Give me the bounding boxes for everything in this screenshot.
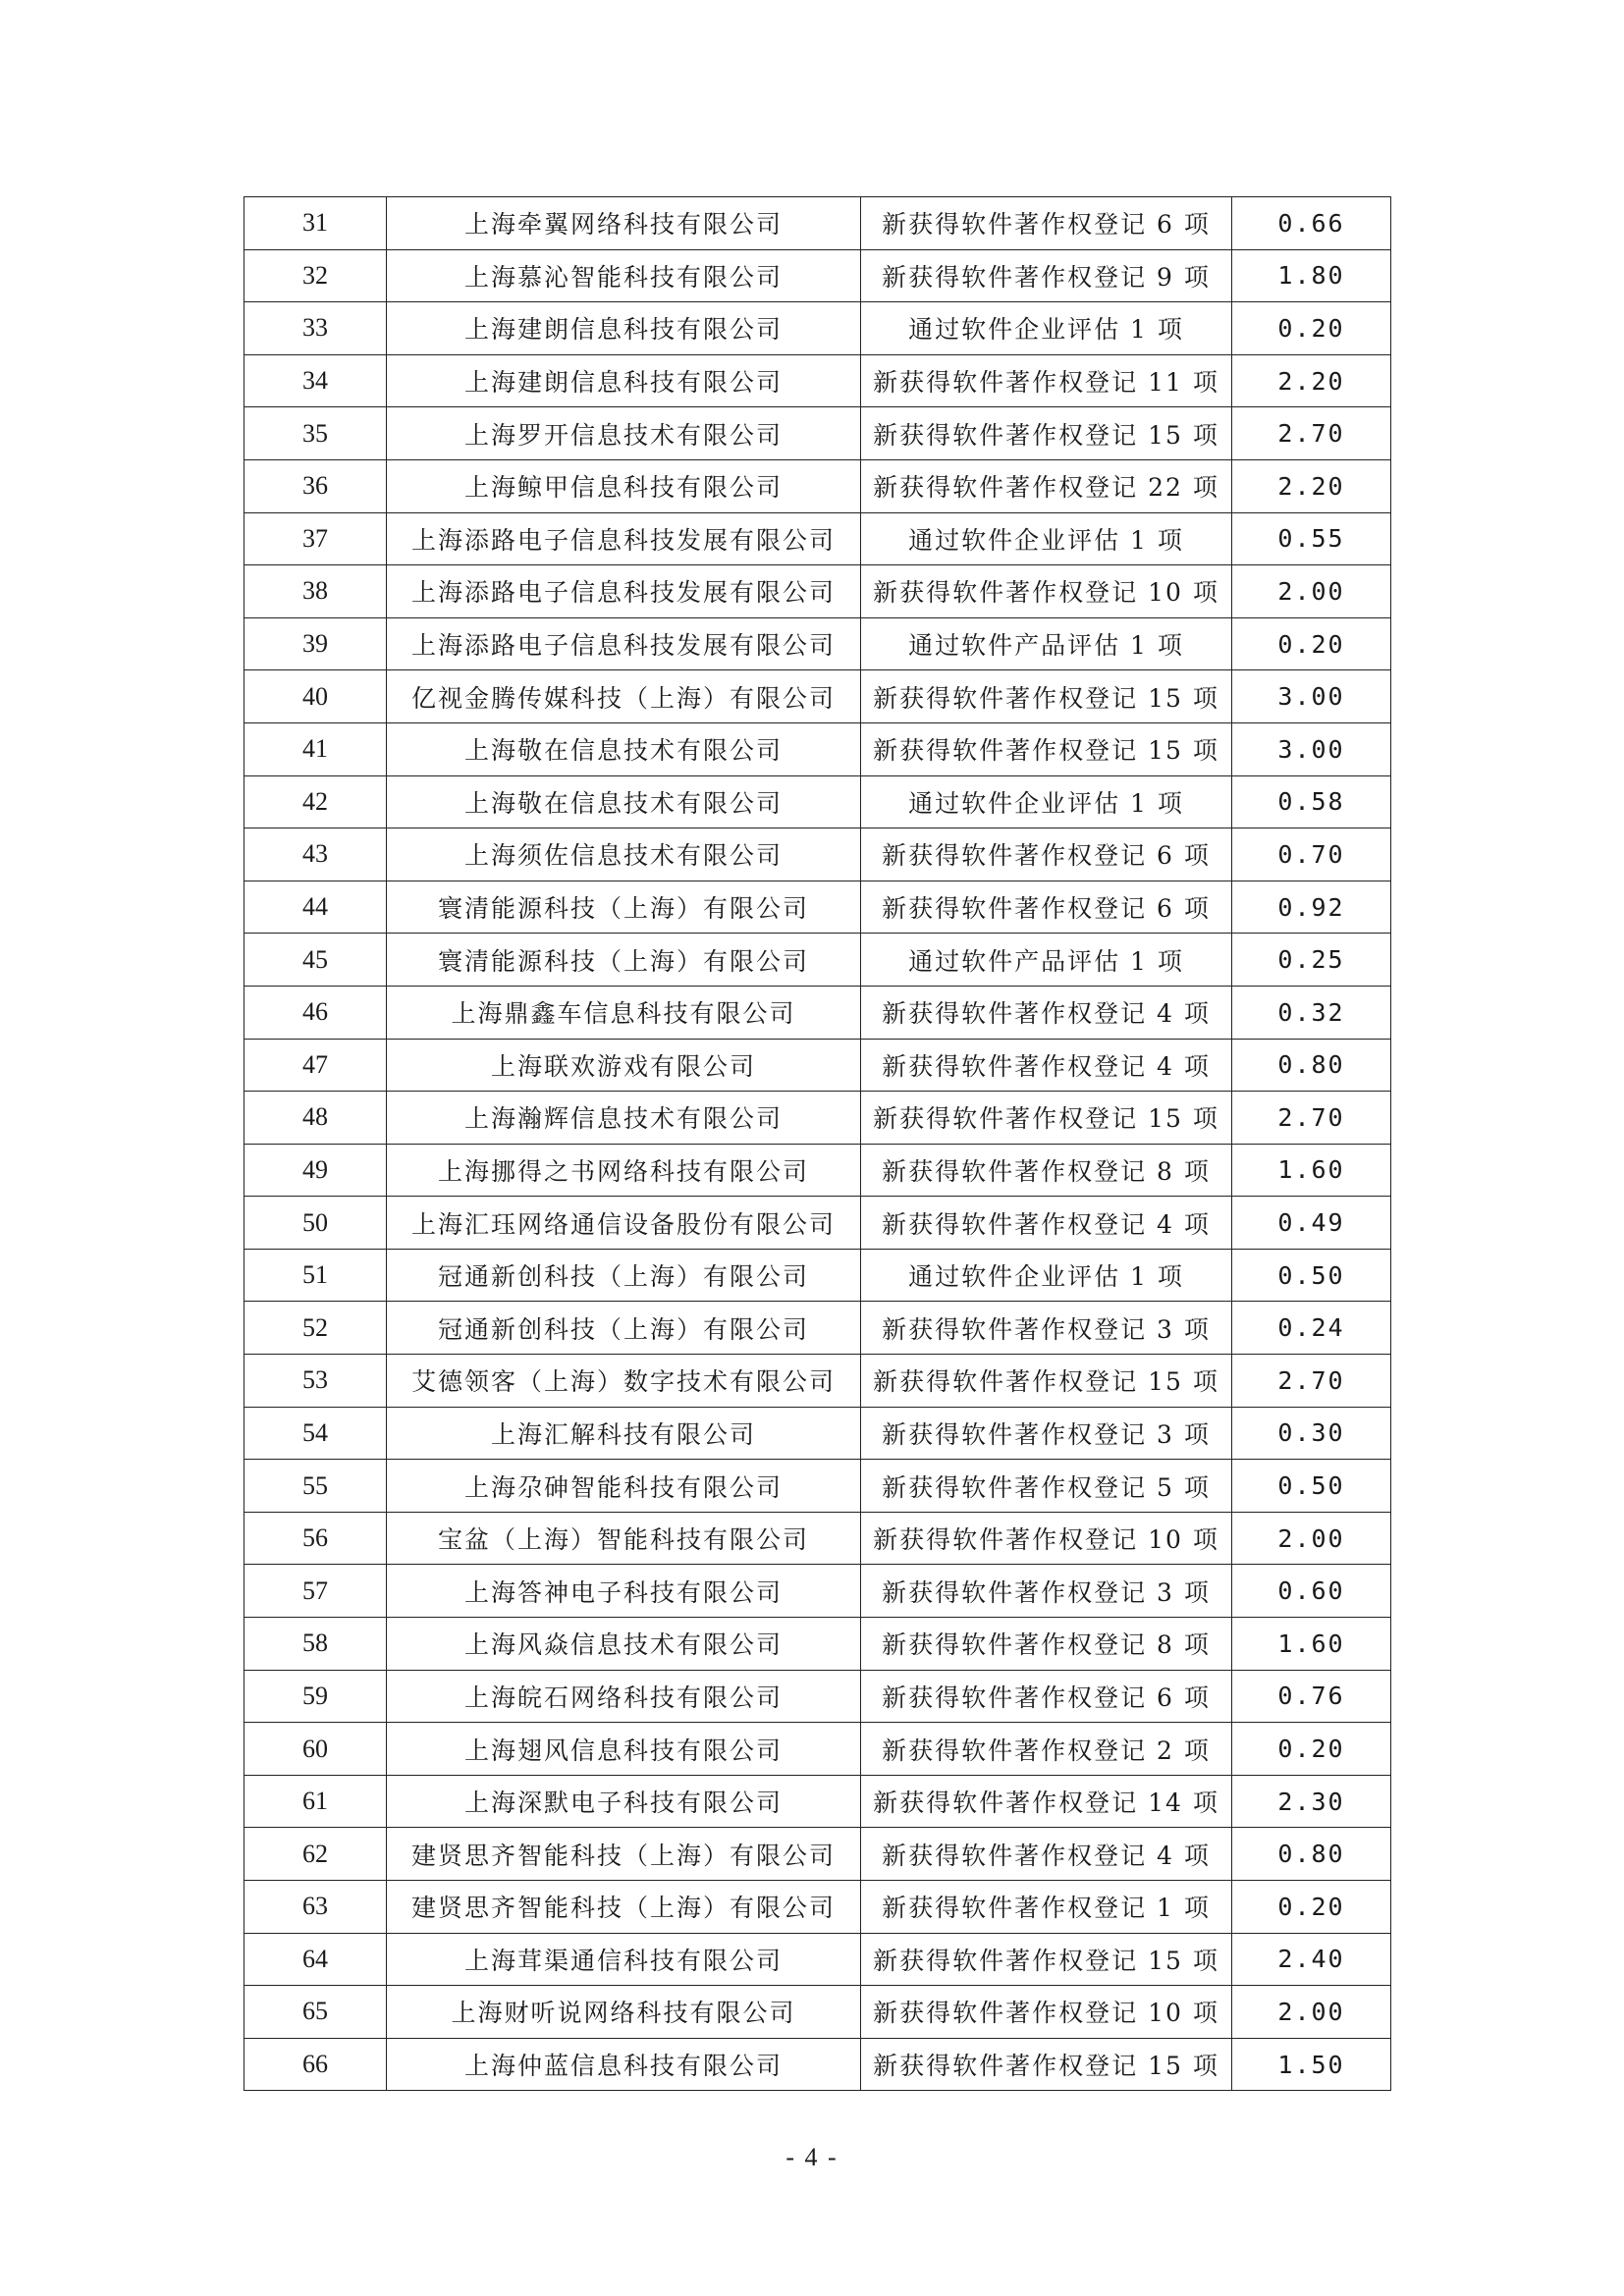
company-name-cell: 上海皖石网络科技有限公司 bbox=[387, 1670, 861, 1723]
item-description-cell: 新获得软件著作权登记 15 项 bbox=[861, 1092, 1232, 1145]
table-row bbox=[244, 1933, 1391, 1986]
amount-cell: 0.30 bbox=[1232, 1407, 1391, 1460]
table-row bbox=[244, 1881, 1391, 1934]
row-number-cell: 52 bbox=[244, 1302, 387, 1355]
company-name-cell: 上海建朗信息科技有限公司 bbox=[387, 354, 861, 407]
row-number-cell: 62 bbox=[244, 1828, 387, 1881]
table-row bbox=[244, 1355, 1391, 1408]
item-description-cell: 新获得软件著作权登记 15 项 bbox=[861, 670, 1232, 723]
row-number-cell: 34 bbox=[244, 354, 387, 407]
row-number-cell: 55 bbox=[244, 1460, 387, 1513]
amount-cell: 0.32 bbox=[1232, 986, 1391, 1039]
amount-cell: 0.20 bbox=[1232, 617, 1391, 670]
amount-cell: 0.20 bbox=[1232, 302, 1391, 355]
table-row bbox=[244, 670, 1391, 723]
row-number-cell: 63 bbox=[244, 1881, 387, 1934]
row-number-cell: 46 bbox=[244, 986, 387, 1039]
amount-cell: 3.00 bbox=[1232, 670, 1391, 723]
item-description-cell: 新获得软件著作权登记 15 项 bbox=[861, 2038, 1232, 2091]
item-description-cell: 新获得软件著作权登记 4 项 bbox=[861, 1197, 1232, 1250]
item-description-cell: 新获得软件著作权登记 22 项 bbox=[861, 459, 1232, 512]
table-row bbox=[244, 565, 1391, 618]
row-number-cell: 43 bbox=[244, 828, 387, 881]
amount-cell: 1.60 bbox=[1232, 1618, 1391, 1671]
item-description-cell: 新获得软件著作权登记 10 项 bbox=[861, 1986, 1232, 2039]
table-row bbox=[244, 512, 1391, 565]
item-description-cell: 新获得软件著作权登记 3 项 bbox=[861, 1565, 1232, 1618]
amount-cell: 2.70 bbox=[1232, 1355, 1391, 1408]
amount-cell: 0.80 bbox=[1232, 1828, 1391, 1881]
table-row bbox=[244, 881, 1391, 934]
item-description-cell: 通过软件产品评估 1 项 bbox=[861, 934, 1232, 987]
company-name-cell: 上海汇珏网络通信设备股份有限公司 bbox=[387, 1197, 861, 1250]
page-number: - 4 - bbox=[785, 2143, 839, 2171]
table-row bbox=[244, 1460, 1391, 1513]
amount-cell: 0.80 bbox=[1232, 1039, 1391, 1092]
row-number-cell: 44 bbox=[244, 881, 387, 934]
table-row bbox=[244, 828, 1391, 881]
company-name-cell: 上海仲蓝信息科技有限公司 bbox=[387, 2038, 861, 2091]
amount-cell: 0.20 bbox=[1232, 1723, 1391, 1776]
table-row bbox=[244, 354, 1391, 407]
item-description-cell: 新获得软件著作权登记 4 项 bbox=[861, 1039, 1232, 1092]
table-row bbox=[244, 1249, 1391, 1302]
company-name-cell: 上海添路电子信息科技发展有限公司 bbox=[387, 565, 861, 618]
row-number-cell: 37 bbox=[244, 512, 387, 565]
company-name-cell: 上海翅风信息科技有限公司 bbox=[387, 1723, 861, 1776]
row-number-cell: 31 bbox=[244, 197, 387, 250]
row-number-cell: 33 bbox=[244, 302, 387, 355]
amount-cell: 2.40 bbox=[1232, 1933, 1391, 1986]
row-number-cell: 36 bbox=[244, 459, 387, 512]
table-row bbox=[244, 197, 1391, 250]
amount-cell: 0.55 bbox=[1232, 512, 1391, 565]
amount-cell: 0.58 bbox=[1232, 775, 1391, 828]
amount-cell: 1.60 bbox=[1232, 1144, 1391, 1197]
item-description-cell: 新获得软件著作权登记 4 项 bbox=[861, 1828, 1232, 1881]
table-row bbox=[244, 1197, 1391, 1250]
table-row bbox=[244, 1039, 1391, 1092]
amount-cell: 2.00 bbox=[1232, 1986, 1391, 2039]
item-description-cell: 新获得软件著作权登记 15 项 bbox=[861, 407, 1232, 460]
amount-cell: 0.76 bbox=[1232, 1670, 1391, 1723]
company-name-cell: 建贤思齐智能科技（上海）有限公司 bbox=[387, 1828, 861, 1881]
company-name-cell: 艾德领客（上海）数字技术有限公司 bbox=[387, 1355, 861, 1408]
amount-cell: 0.70 bbox=[1232, 828, 1391, 881]
company-name-cell: 建贤思齐智能科技（上海）有限公司 bbox=[387, 1881, 861, 1934]
row-number-cell: 38 bbox=[244, 565, 387, 618]
item-description-cell: 新获得软件著作权登记 3 项 bbox=[861, 1407, 1232, 1460]
item-description-cell: 通过软件企业评估 1 项 bbox=[861, 1249, 1232, 1302]
item-description-cell: 新获得软件著作权登记 6 项 bbox=[861, 828, 1232, 881]
company-name-cell: 上海挪得之书网络科技有限公司 bbox=[387, 1144, 861, 1197]
row-number-cell: 60 bbox=[244, 1723, 387, 1776]
table-row bbox=[244, 302, 1391, 355]
row-number-cell: 51 bbox=[244, 1249, 387, 1302]
item-description-cell: 新获得软件著作权登记 11 项 bbox=[861, 354, 1232, 407]
item-description-cell: 新获得软件著作权登记 14 项 bbox=[861, 1775, 1232, 1828]
amount-cell: 1.50 bbox=[1232, 2038, 1391, 2091]
amount-cell: 0.92 bbox=[1232, 881, 1391, 934]
row-number-cell: 61 bbox=[244, 1775, 387, 1828]
row-number-cell: 53 bbox=[244, 1355, 387, 1408]
item-description-cell: 新获得软件著作权登记 15 项 bbox=[861, 1933, 1232, 1986]
amount-cell: 2.20 bbox=[1232, 354, 1391, 407]
company-name-cell: 上海汇解科技有限公司 bbox=[387, 1407, 861, 1460]
table-row bbox=[244, 986, 1391, 1039]
item-description-cell: 新获得软件著作权登记 6 项 bbox=[861, 197, 1232, 250]
table-row bbox=[244, 1092, 1391, 1145]
item-description-cell: 新获得软件著作权登记 10 项 bbox=[861, 1512, 1232, 1565]
item-description-cell: 通过软件企业评估 1 项 bbox=[861, 775, 1232, 828]
amount-cell: 2.70 bbox=[1232, 1092, 1391, 1145]
table-row bbox=[244, 249, 1391, 302]
item-description-cell: 新获得软件著作权登记 15 项 bbox=[861, 722, 1232, 775]
company-name-cell: 上海风焱信息技术有限公司 bbox=[387, 1618, 861, 1671]
company-name-cell: 上海建朗信息科技有限公司 bbox=[387, 302, 861, 355]
amount-cell: 2.70 bbox=[1232, 407, 1391, 460]
company-name-cell: 上海鲸甲信息科技有限公司 bbox=[387, 459, 861, 512]
table-row bbox=[244, 775, 1391, 828]
table-row bbox=[244, 934, 1391, 987]
item-description-cell: 新获得软件著作权登记 8 项 bbox=[861, 1618, 1232, 1671]
company-name-cell: 上海尕砷智能科技有限公司 bbox=[387, 1460, 861, 1513]
table-row bbox=[244, 1512, 1391, 1565]
item-description-cell: 新获得软件著作权登记 4 项 bbox=[861, 986, 1232, 1039]
amount-cell: 0.60 bbox=[1232, 1565, 1391, 1618]
item-description-cell: 新获得软件著作权登记 8 项 bbox=[861, 1144, 1232, 1197]
item-description-cell: 新获得软件著作权登记 1 项 bbox=[861, 1881, 1232, 1934]
table-row bbox=[244, 1144, 1391, 1197]
row-number-cell: 50 bbox=[244, 1197, 387, 1250]
item-description-cell: 新获得软件著作权登记 3 项 bbox=[861, 1302, 1232, 1355]
company-name-cell: 上海敬在信息技术有限公司 bbox=[387, 775, 861, 828]
item-description-cell: 新获得软件著作权登记 9 项 bbox=[861, 249, 1232, 302]
company-name-cell: 上海牵翼网络科技有限公司 bbox=[387, 197, 861, 250]
row-number-cell: 59 bbox=[244, 1670, 387, 1723]
company-name-cell: 上海鼎鑫车信息科技有限公司 bbox=[387, 986, 861, 1039]
amount-cell: 2.00 bbox=[1232, 565, 1391, 618]
company-name-cell: 上海联欢游戏有限公司 bbox=[387, 1039, 861, 1092]
table-row bbox=[244, 459, 1391, 512]
item-description-cell: 新获得软件著作权登记 10 项 bbox=[861, 565, 1232, 618]
item-description-cell: 通过软件企业评估 1 项 bbox=[861, 302, 1232, 355]
amount-cell: 1.80 bbox=[1232, 249, 1391, 302]
row-number-cell: 39 bbox=[244, 617, 387, 670]
table-row bbox=[244, 1618, 1391, 1671]
amount-cell: 0.20 bbox=[1232, 1881, 1391, 1934]
item-description-cell: 通过软件产品评估 1 项 bbox=[861, 617, 1232, 670]
table-row bbox=[244, 2038, 1391, 2091]
company-name-cell: 上海财听说网络科技有限公司 bbox=[387, 1986, 861, 2039]
company-name-cell: 上海瀚辉信息技术有限公司 bbox=[387, 1092, 861, 1145]
amount-cell: 3.00 bbox=[1232, 722, 1391, 775]
company-name-cell: 上海敬在信息技术有限公司 bbox=[387, 722, 861, 775]
row-number-cell: 57 bbox=[244, 1565, 387, 1618]
row-number-cell: 64 bbox=[244, 1933, 387, 1986]
company-name-cell: 冠通新创科技（上海）有限公司 bbox=[387, 1302, 861, 1355]
row-number-cell: 58 bbox=[244, 1618, 387, 1671]
amount-cell: 2.00 bbox=[1232, 1512, 1391, 1565]
company-name-cell: 寰清能源科技（上海）有限公司 bbox=[387, 881, 861, 934]
table-row bbox=[244, 1407, 1391, 1460]
table-row bbox=[244, 1670, 1391, 1723]
company-name-cell: 寰清能源科技（上海）有限公司 bbox=[387, 934, 861, 987]
row-number-cell: 32 bbox=[244, 249, 387, 302]
row-number-cell: 48 bbox=[244, 1092, 387, 1145]
row-number-cell: 66 bbox=[244, 2038, 387, 2091]
company-name-cell: 宝盆（上海）智能科技有限公司 bbox=[387, 1512, 861, 1565]
item-description-cell: 新获得软件著作权登记 15 项 bbox=[861, 1355, 1232, 1408]
table-row bbox=[244, 617, 1391, 670]
company-name-cell: 上海深默电子科技有限公司 bbox=[387, 1775, 861, 1828]
company-name-cell: 上海须佐信息技术有限公司 bbox=[387, 828, 861, 881]
amount-cell: 2.20 bbox=[1232, 459, 1391, 512]
table-body bbox=[244, 197, 1391, 2091]
amount-cell: 0.66 bbox=[1232, 197, 1391, 250]
item-description-cell: 通过软件企业评估 1 项 bbox=[861, 512, 1232, 565]
company-name-cell: 上海慕沁智能科技有限公司 bbox=[387, 249, 861, 302]
company-name-cell: 上海添路电子信息科技发展有限公司 bbox=[387, 617, 861, 670]
funding-table bbox=[244, 196, 1391, 2091]
company-name-cell: 上海答神电子科技有限公司 bbox=[387, 1565, 861, 1618]
company-name-cell: 冠通新创科技（上海）有限公司 bbox=[387, 1249, 861, 1302]
table-row bbox=[244, 1565, 1391, 1618]
row-number-cell: 54 bbox=[244, 1407, 387, 1460]
row-number-cell: 56 bbox=[244, 1512, 387, 1565]
amount-cell: 0.50 bbox=[1232, 1460, 1391, 1513]
row-number-cell: 49 bbox=[244, 1144, 387, 1197]
row-number-cell: 42 bbox=[244, 775, 387, 828]
row-number-cell: 40 bbox=[244, 670, 387, 723]
company-name-cell: 上海添路电子信息科技发展有限公司 bbox=[387, 512, 861, 565]
amount-cell: 0.50 bbox=[1232, 1249, 1391, 1302]
amount-cell: 0.25 bbox=[1232, 934, 1391, 987]
row-number-cell: 47 bbox=[244, 1039, 387, 1092]
table-row bbox=[244, 1302, 1391, 1355]
table-row bbox=[244, 1723, 1391, 1776]
item-description-cell: 新获得软件著作权登记 2 项 bbox=[861, 1723, 1232, 1776]
table-row bbox=[244, 1828, 1391, 1881]
row-number-cell: 45 bbox=[244, 934, 387, 987]
table-row bbox=[244, 407, 1391, 460]
row-number-cell: 41 bbox=[244, 722, 387, 775]
amount-cell: 2.30 bbox=[1232, 1775, 1391, 1828]
amount-cell: 0.49 bbox=[1232, 1197, 1391, 1250]
table-row bbox=[244, 722, 1391, 775]
company-name-cell: 上海罗开信息技术有限公司 bbox=[387, 407, 861, 460]
item-description-cell: 新获得软件著作权登记 5 项 bbox=[861, 1460, 1232, 1513]
amount-cell: 0.24 bbox=[1232, 1302, 1391, 1355]
table-row bbox=[244, 1986, 1391, 2039]
item-description-cell: 新获得软件著作权登记 6 项 bbox=[861, 1670, 1232, 1723]
item-description-cell: 新获得软件著作权登记 6 项 bbox=[861, 881, 1232, 934]
company-name-cell: 上海茸渠通信科技有限公司 bbox=[387, 1933, 861, 1986]
row-number-cell: 65 bbox=[244, 1986, 387, 2039]
company-name-cell: 亿视金腾传媒科技（上海）有限公司 bbox=[387, 670, 861, 723]
row-number-cell: 35 bbox=[244, 407, 387, 460]
table-row bbox=[244, 1775, 1391, 1828]
